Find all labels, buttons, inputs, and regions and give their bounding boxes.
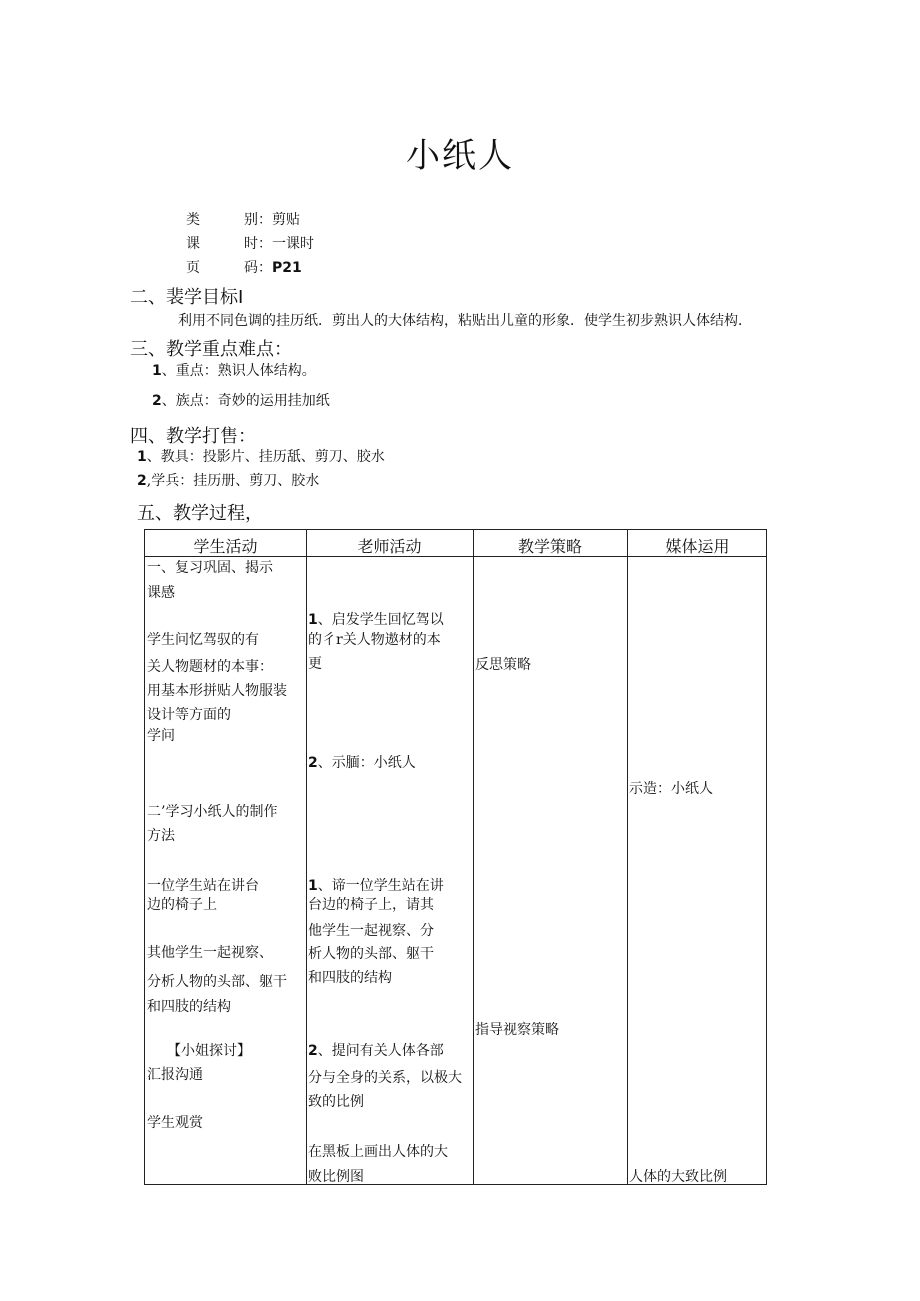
column-divider (306, 530, 307, 1184)
media-usage: 示造：小纸人 (629, 781, 713, 797)
section-heading: 五、教学过程， (137, 503, 263, 524)
student-activity: 课感 (147, 585, 175, 601)
teaching-strategy: 反思策略 (475, 657, 531, 673)
column-header: 老师活动 (357, 537, 422, 556)
teacher-activity: 他学生一起视察、分 (308, 923, 434, 939)
list-item: 2、族点：奇妙的运用挂加纸 (152, 393, 330, 409)
teacher-activity: 更 (308, 656, 322, 672)
meta-category (186, 209, 300, 229)
process-table (144, 529, 767, 1185)
meta-key: 别： (244, 212, 272, 228)
teacher-activity: 2、提问有关人体各部 (308, 1043, 444, 1059)
teacher-activity: 1、启发学生回忆驾以 (308, 612, 444, 628)
student-activity: 用基本形拼贴人物服装 (147, 683, 287, 699)
student-activity: 方法 (147, 828, 175, 844)
student-activity: 二’学习小纸人的制作 (147, 804, 278, 820)
student-activity: 一位学生站在讲台 (147, 878, 259, 894)
student-activity: 学生问忆驾驭的有 (147, 632, 259, 648)
student-activity: 学生观赏 (147, 1115, 203, 1131)
meta-value: P21 (272, 260, 302, 276)
column-divider (627, 530, 628, 1184)
meta-value: 剪贴 (272, 212, 300, 228)
list-item: 2,学兵：挂历册、剪刀、胶水 (137, 473, 320, 489)
meta-key: 类 (186, 212, 200, 228)
document-title: 小纸人 (406, 136, 514, 176)
student-activity: 设计等方面的 (147, 707, 231, 723)
student-activity: 关人物题材的本事： (147, 659, 273, 675)
student-activity: 学问 (147, 728, 175, 744)
teacher-activity: 致的比例 (308, 1094, 364, 1110)
student-activity: 汇报沟通 (147, 1067, 203, 1083)
teacher-activity: 析人物的头部、躯干 (308, 946, 434, 962)
media-usage: 人体的大致比例 (629, 1169, 727, 1185)
section-heading: 四、教学打售： (130, 426, 256, 447)
teaching-strategy: 指导视察策略 (475, 1022, 559, 1038)
column-header: 教学策略 (517, 537, 582, 556)
section-heading: 二、裴学目标I (130, 287, 244, 308)
student-activity: 和四肢的结构 (147, 999, 231, 1015)
list-item: 1、教具：投影片、挂历舐、剪刀、胶水 (137, 449, 385, 465)
teacher-activity: 在黑板上画出人体的大 (308, 1144, 448, 1160)
teacher-activity: 和四肢的结构 (308, 970, 392, 986)
teacher-activity: 的彳r关人物遨材的本 (308, 632, 441, 648)
student-activity: 其他学生一起视察、 (147, 945, 273, 961)
list-item: 1、重点：熟识人体结构。 (152, 363, 316, 379)
meta-page (186, 257, 302, 277)
column-divider (473, 530, 474, 1184)
section-heading: 三、教学重点难点： (130, 339, 292, 360)
meta-key: 页 (186, 260, 200, 276)
meta-duration (186, 233, 314, 253)
meta-value: 一课时 (272, 236, 314, 252)
column-header: 媒体运用 (665, 537, 730, 556)
teacher-activity: 2、示腼：小纸人 (308, 755, 416, 771)
column-header: 学生活动 (193, 537, 258, 556)
student-activity: 边的椅子上 (147, 897, 217, 913)
teacher-activity: 1、谛一位学生站在讲 (308, 878, 444, 894)
meta-key: 课 (186, 236, 200, 252)
teacher-activity: 台边的椅子上，请其 (308, 897, 434, 913)
student-activity: 分析人物的头部、躯干 (147, 974, 287, 990)
meta-key: 码： (244, 260, 272, 276)
meta-key: 时： (244, 236, 272, 252)
student-activity: 【小姐探讨】 (167, 1043, 251, 1059)
teacher-activity: 败比例图 (308, 1169, 364, 1185)
student-activity: 一、复习巩固、揭示 (147, 560, 273, 576)
section-text: 利用不同色调的挂历纸．剪出人的大体结构，粘贴出儿童的形象．使学生初步熟识人体结构． (178, 313, 752, 329)
teacher-activity: 分与全身的关系，以极大 (308, 1070, 462, 1086)
